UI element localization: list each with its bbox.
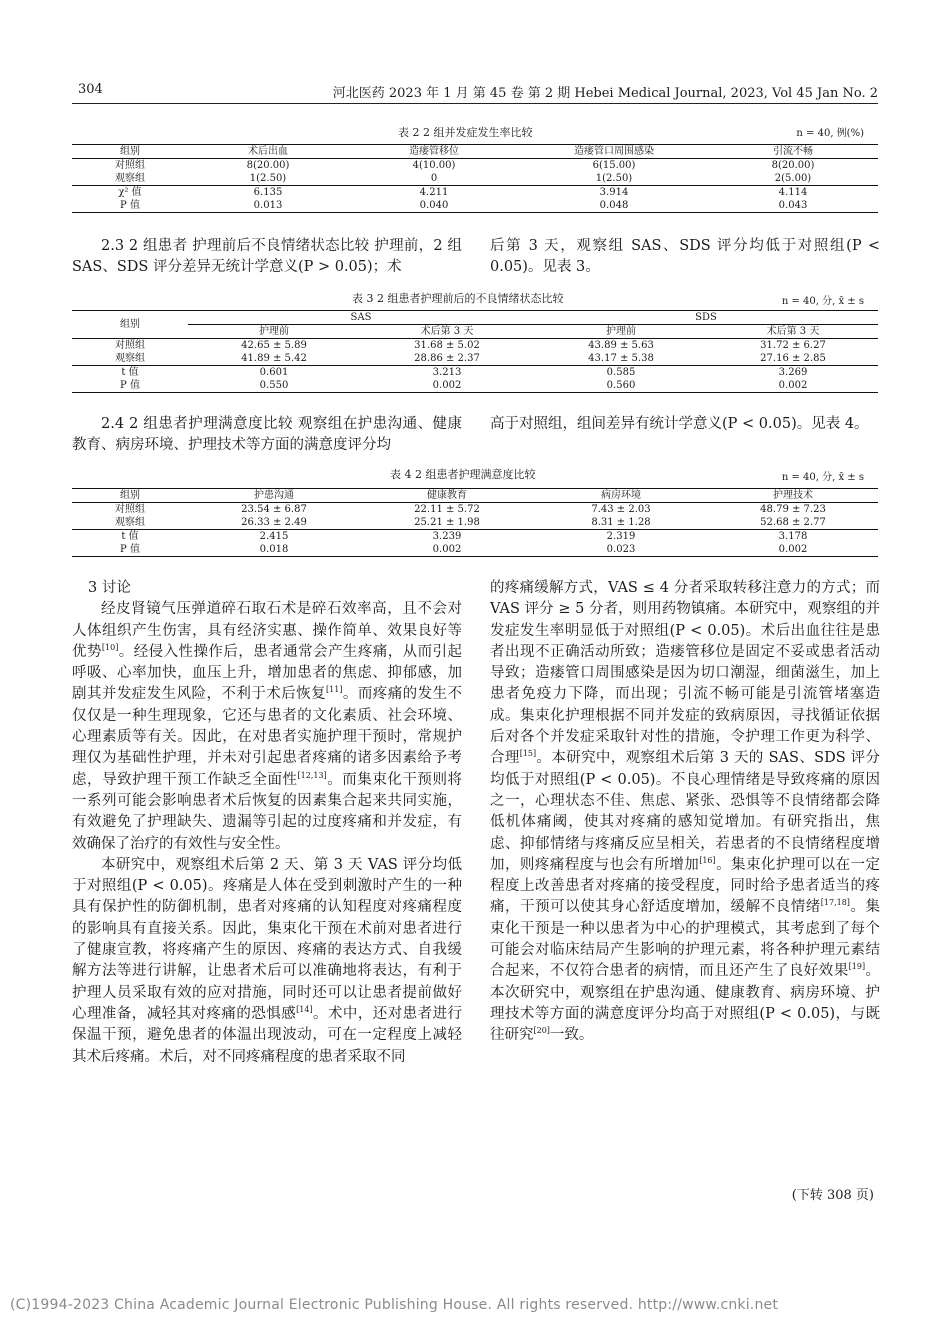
table3-caption: 表 3 2 组患者护理前后的不良情绪状态比较	[352, 292, 564, 305]
table-row	[72, 543, 878, 557]
cell: 8(20.00)	[771, 160, 815, 171]
section-2-4-right: 高于对照组，组间差异有统计学意义(P < 0.05)。见表 4。	[490, 416, 869, 432]
table2-note: n = 40, 例(%)	[796, 128, 864, 139]
journal-title: 河北医药 2023 年 1 月 第 45 卷 第 2 期 Hebei Medical Journal, 2023, Vol 45 Jan No. 2	[332, 86, 878, 101]
cell: 31.72 ± 6.27	[760, 340, 826, 351]
cell: 观察组	[115, 517, 145, 528]
table-subheader-row	[72, 325, 878, 339]
cell: 2.415	[188, 530, 360, 544]
cell: 对照组	[115, 160, 145, 171]
cell: 1(2.50)	[249, 173, 287, 184]
citation: [17,18]	[820, 898, 850, 908]
table-header-row	[72, 145, 878, 159]
th: 组别	[72, 311, 188, 339]
cell: 0.550	[188, 379, 360, 393]
cell: 0.002	[360, 379, 534, 393]
citation: [20]	[533, 1026, 550, 1036]
cell: 0.002	[708, 543, 878, 557]
citation: [11]	[326, 685, 343, 695]
th: 术后第 3 天	[360, 325, 534, 339]
table4	[72, 488, 878, 557]
cell: t 值	[72, 530, 188, 544]
section-2-3-right: 后第 3 天，观察组 SAS、SDS 评分均低于对照组(P < 0.05)。见表 3。	[490, 238, 880, 276]
citation: [12,13]	[297, 770, 327, 780]
cell: 0	[430, 173, 438, 184]
cell: 27.16 ± 2.85	[760, 353, 826, 364]
citation: [16]	[699, 856, 716, 866]
cell: P 值	[72, 199, 188, 213]
citation: [14]	[296, 1005, 313, 1015]
th-sds: SDS	[534, 311, 878, 325]
cell: 22.11 ± 5.72	[414, 504, 480, 515]
cell: 0.560	[534, 379, 708, 393]
cell: 41.89 ± 5.42	[241, 353, 307, 364]
paragraph: 的疼痛缓解方式，VAS ≤ 4 分者采取转移注意力的方式；而 VAS 评分 ≥ 5 分者，则用药物镇痛。本研究中，观察组的并发症发生率明显低于对照组(P < 0.05)。术后出血往往是患者出现不正确活动所致；造瘘管移位是固定不妥或患者活动导致；造瘘管口周围感染是因为切口潮湿，细菌滋生，加上患者免疫力下降，而出现；引流不畅可能是引流管堵塞造成。集束化护理根据不同并发症的致病原因，寻找循证依据后对各个并发症采取针对性的措施，令护理工作更为科学、合理[15]。本研究中，观察组术后第 3 天的 SAS、SDS 评分均低于对照组(P < 0.05)。不良心理情绪是导致疼痛的原因之一，心理状态不佳、焦虑、紧张、恐惧等不良情绪都会降低机体痛阈，使其对疼痛的感知觉增加。有研究指出，焦虑、抑郁情绪与疼痛反应呈相关，若患者的不良情绪程度增加，则疼痛程度与也会有所增加[16]。集束化护理可以在一定程度上改善患者对疼痛的接受程度，同时给予患者适当的疼痛，干预可以使其身心舒适度增加，缓解不良情绪[17,18]。集束化干预是一种以患者为中心的护理模式，其考虑到了每个可能会对临床结局产生影响的护理元素，将各种护理元素结合起来，不仅符合患者的病情，而且还产生了良好效果[19]。本次研究中，观察组在护患沟通、健康教育、病房环境、护理技术等方面的满意度评分均高于对照组(P < 0.05)，与既往研究[20]一致。	[490, 580, 881, 1044]
th: 造瘘管移位	[348, 145, 520, 159]
cell: 对照组	[115, 504, 145, 515]
cell: 0.002	[360, 543, 534, 557]
cell: 0.585	[534, 366, 708, 380]
cell: 6(15.00)	[592, 160, 636, 171]
table-row	[72, 530, 878, 544]
table-row	[72, 379, 878, 393]
cell: 2.319	[534, 530, 708, 544]
cell: 观察组	[115, 353, 145, 364]
table-row	[72, 339, 878, 353]
cell: 28.86 ± 2.37	[414, 353, 480, 364]
th: 术后出血	[188, 145, 348, 159]
th: 造瘘管口周围感染	[520, 145, 708, 159]
page-number: 304	[78, 82, 103, 97]
table4-caption: 表 4 2 组患者护理满意度比较	[390, 468, 536, 481]
cell: 43.17 ± 5.38	[588, 353, 654, 364]
cell: 2(5.00)	[774, 173, 812, 184]
cell: 23.54 ± 6.87	[241, 504, 307, 515]
cell: 0.048	[520, 199, 708, 213]
table3	[72, 310, 878, 393]
cell: 观察组	[115, 173, 145, 184]
table-row	[72, 199, 878, 213]
table-row	[72, 503, 878, 517]
cell: 0.002	[708, 379, 878, 393]
th: 护患沟通	[188, 489, 360, 503]
cell: 8.31 ± 1.28	[591, 517, 651, 528]
th: 病房环境	[534, 489, 708, 503]
cell: 3.213	[360, 366, 534, 380]
cell: P 值	[72, 543, 188, 557]
cell: 42.65 ± 5.89	[241, 340, 307, 351]
table-row	[72, 186, 878, 200]
section-2-4-left: 2.4 2 组患者护理满意度比较 观察组在护患沟通、健康教育、病房环境、护理技术等方面的满意度评分均	[72, 416, 462, 454]
running-header	[72, 82, 878, 104]
paragraph: 本研究中，观察组术后第 2 天、第 3 天 VAS 评分均低于对照组(P < 0.05)。疼痛是人体在受到刺激时产生的一种具有保护性的防御机制，患者对疼痛的认知程度对疼痛程度的影响具有直接关系。因此，集束化干预在术前对患者进行了健康宣教，将疼痛产生的原因、疼痛的表达方式、自我缓解方法等进行讲解，让患者术后可以准确地将表达，有利于护理人员采取有效的应对措施，同时还可以让患者提前做好心理准备，减轻其对疼痛的恐惧感[14]。术中，还对患者进行保温干预，避免患者的体温出现波动，可在一定程度上减轻其术后疼痛。术后，对不同疼痛程度的患者采取不同	[72, 856, 463, 1065]
th: 组别	[72, 145, 188, 159]
th: 护理前	[188, 325, 360, 339]
section-heading-discussion: 3 讨论	[88, 580, 131, 596]
citation: [19]	[848, 962, 866, 972]
th: 术后第 3 天	[708, 325, 878, 339]
th: 健康教育	[360, 489, 534, 503]
th: 引流不畅	[708, 145, 878, 159]
th: 护理技术	[708, 489, 878, 503]
cell: 3.178	[708, 530, 878, 544]
cell: 43.89 ± 5.63	[588, 340, 654, 351]
cell: 0.018	[188, 543, 360, 557]
cell: 6.135	[188, 186, 348, 200]
table2-caption: 表 2 2 组并发症发生率比较	[398, 126, 533, 139]
citation: [15]	[519, 749, 537, 759]
cell: 4.114	[708, 186, 878, 200]
discussion-right-column	[490, 578, 880, 1047]
cell: 对照组	[115, 340, 145, 351]
copyright-footer: (C)1994-2023 China Academic Journal Electronic Publishing House. All rights reserved. http://www.cnki.net	[10, 1297, 779, 1313]
cell: 4.211	[348, 186, 520, 200]
table2	[72, 144, 878, 213]
table4-note: n = 40, 分, x̄ ± s	[781, 472, 864, 483]
cell: t 值	[72, 366, 188, 380]
discussion-left-column	[72, 578, 462, 1068]
cell: 48.79 ± 7.23	[760, 504, 826, 515]
cell: χ² 值	[72, 186, 188, 200]
table-row	[72, 352, 878, 366]
paragraph: 经皮肾镜气压弹道碎石取石术是碎石效率高，且不会对人体组织产生伤害，具有经济实惠、操作简单、效果良好等优势[10]。经侵入性操作后，患者通常会产生疼痛，从而引起呼吸、心率加快，血压上升，增加患者的焦虑、抑郁感，加剧其并发症发生风险，不利于术后恢复[11]。而疼痛的发生不仅仅是一种生理现象，它还与患者的文化素质、社会环境、心理素质等有关。因此，在对患者实施护理干预时，常规护理仅为基础性护理，并未对引起患者疼痛的诸多因素给予考虑，导致护理干预工作缺乏全面性[12,13]。而集束化干预则将一系列可能会影响患者术后恢复的因素集合起来共同实施，有效避免了护理缺失、遗漏等引起的过度疼痛和并发症，有效确保了治疗的有效性与安全性。	[72, 601, 463, 852]
table-row	[72, 159, 878, 173]
cell: 0.013	[188, 199, 348, 213]
table-row	[72, 172, 878, 186]
continued-note: (下转 308 页)	[791, 1188, 874, 1203]
cell: 25.21 ± 1.98	[414, 517, 480, 528]
cell: 3.269	[708, 366, 878, 380]
cell: 0.043	[708, 199, 878, 213]
cell: 3.914	[520, 186, 708, 200]
cell: 3.239	[360, 530, 534, 544]
citation: [10]	[101, 643, 119, 653]
cell: 4(10.00)	[412, 160, 456, 171]
table3-note: n = 40, 分, x̄ ± s	[781, 296, 864, 307]
cell: 31.68 ± 5.02	[414, 340, 480, 351]
th: 组别	[72, 489, 188, 503]
cell: 1(2.50)	[595, 173, 633, 184]
table-header-row	[72, 311, 878, 325]
th-sas: SAS	[188, 311, 534, 325]
cell: 26.33 ± 2.49	[241, 517, 307, 528]
section-2-3-left: 2.3 2 组患者 护理前后不良情绪状态比较 护理前，2 组 SAS、SDS 评分差异无统计学意义(P > 0.05)；术	[72, 238, 462, 276]
cell: 52.68 ± 2.77	[760, 517, 826, 528]
cell: 0.023	[534, 543, 708, 557]
table-row	[72, 516, 878, 530]
cell: 0.040	[348, 199, 520, 213]
cell: 0.601	[188, 366, 360, 380]
th: 护理前	[534, 325, 708, 339]
cell: P 值	[72, 379, 188, 393]
cell: 7.43 ± 2.03	[591, 504, 651, 515]
table-header-row	[72, 489, 878, 503]
cell: 8(20.00)	[246, 160, 290, 171]
table-row	[72, 366, 878, 380]
